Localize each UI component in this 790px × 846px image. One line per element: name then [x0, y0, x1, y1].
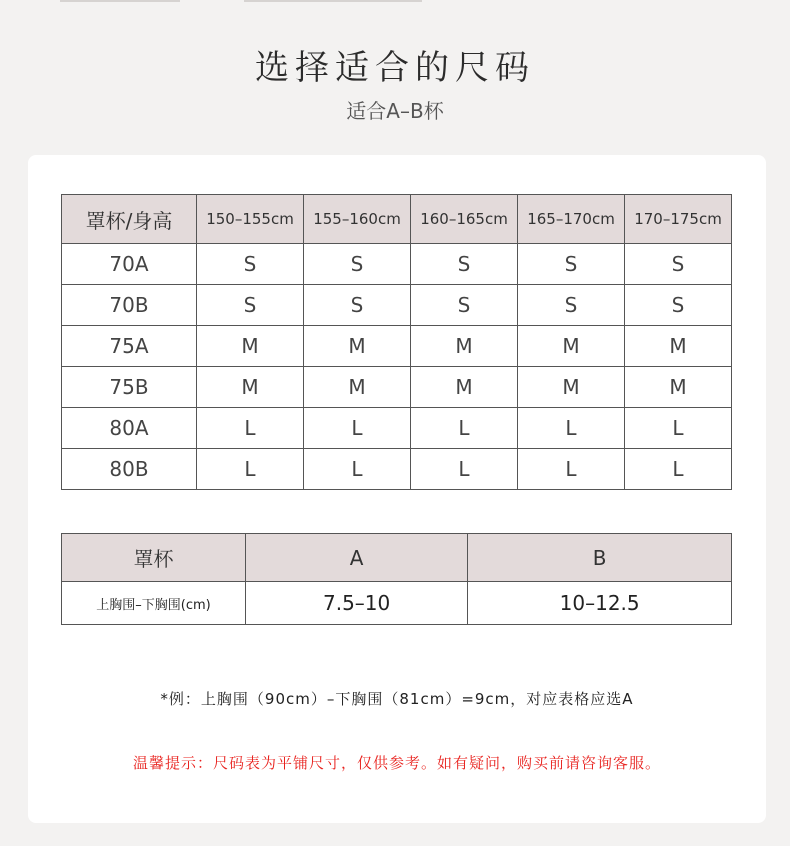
size-cell: M	[518, 367, 625, 408]
size-cell: M	[518, 326, 625, 367]
cup-row-label: 上胸围–下胸围(cm)	[62, 582, 246, 625]
row-label: 70B	[62, 285, 197, 326]
size-cell: M	[411, 326, 518, 367]
row-label: 75B	[62, 367, 197, 408]
warm-tip: 温馨提示：尺码表为平铺尺寸，仅供参考。如有疑问，购买前请咨询客服。	[132, 754, 661, 772]
size-cell: L	[625, 408, 732, 449]
cup-table	[61, 533, 732, 625]
cup-table-header: A	[246, 534, 468, 582]
size-cell: M	[625, 367, 732, 408]
size-cell: S	[304, 244, 411, 285]
size-cell: L	[411, 408, 518, 449]
table-row	[62, 367, 732, 408]
example-note: *例：上胸围（90cm）–下胸围（81cm）=9cm，对应表格应选A	[160, 690, 634, 708]
size-cell: M	[304, 367, 411, 408]
size-table-header: 170–175cm	[625, 195, 732, 244]
size-cell: S	[518, 244, 625, 285]
size-table-header: 160–165cm	[411, 195, 518, 244]
top-divider-right	[244, 0, 422, 2]
table-row	[62, 408, 732, 449]
cup-table-header: B	[468, 534, 732, 582]
size-table-corner: 罩杯/身高	[62, 195, 197, 244]
size-cell: S	[625, 244, 732, 285]
cup-value: 7.5–10	[246, 582, 468, 625]
size-cell: L	[197, 449, 304, 490]
table-row	[62, 449, 732, 490]
size-cell: S	[197, 285, 304, 326]
row-label: 75A	[62, 326, 197, 367]
row-label: 80A	[62, 408, 197, 449]
size-table-header: 165–170cm	[518, 195, 625, 244]
size-cell: L	[518, 449, 625, 490]
size-cell: S	[304, 285, 411, 326]
page-subtitle: 适合A–B杯	[346, 99, 444, 123]
table-row	[62, 244, 732, 285]
size-cell: M	[304, 326, 411, 367]
size-cell: L	[625, 449, 732, 490]
row-label: 70A	[62, 244, 197, 285]
size-cell: S	[625, 285, 732, 326]
size-cell: L	[197, 408, 304, 449]
size-cell: S	[411, 285, 518, 326]
cup-value: 10–12.5	[468, 582, 732, 625]
size-cell: L	[411, 449, 518, 490]
cup-table-header: 罩杯	[62, 534, 246, 582]
size-cell: M	[625, 326, 732, 367]
size-card	[28, 155, 766, 823]
size-table-header: 155–160cm	[304, 195, 411, 244]
size-cell: M	[197, 326, 304, 367]
size-cell: L	[518, 408, 625, 449]
table-row	[62, 285, 732, 326]
size-cell: M	[197, 367, 304, 408]
cup-table-header-row	[62, 534, 732, 582]
size-table	[61, 194, 732, 490]
size-cell: L	[304, 449, 411, 490]
size-cell: M	[411, 367, 518, 408]
row-label: 80B	[62, 449, 197, 490]
size-cell: S	[518, 285, 625, 326]
page-title: 选择适合的尺码	[255, 48, 535, 88]
size-table-header: 150–155cm	[197, 195, 304, 244]
top-divider-left	[60, 0, 180, 2]
size-cell: S	[411, 244, 518, 285]
table-row	[62, 582, 732, 625]
size-table-header-row	[62, 195, 732, 244]
size-cell: L	[304, 408, 411, 449]
size-cell: S	[197, 244, 304, 285]
table-row	[62, 326, 732, 367]
